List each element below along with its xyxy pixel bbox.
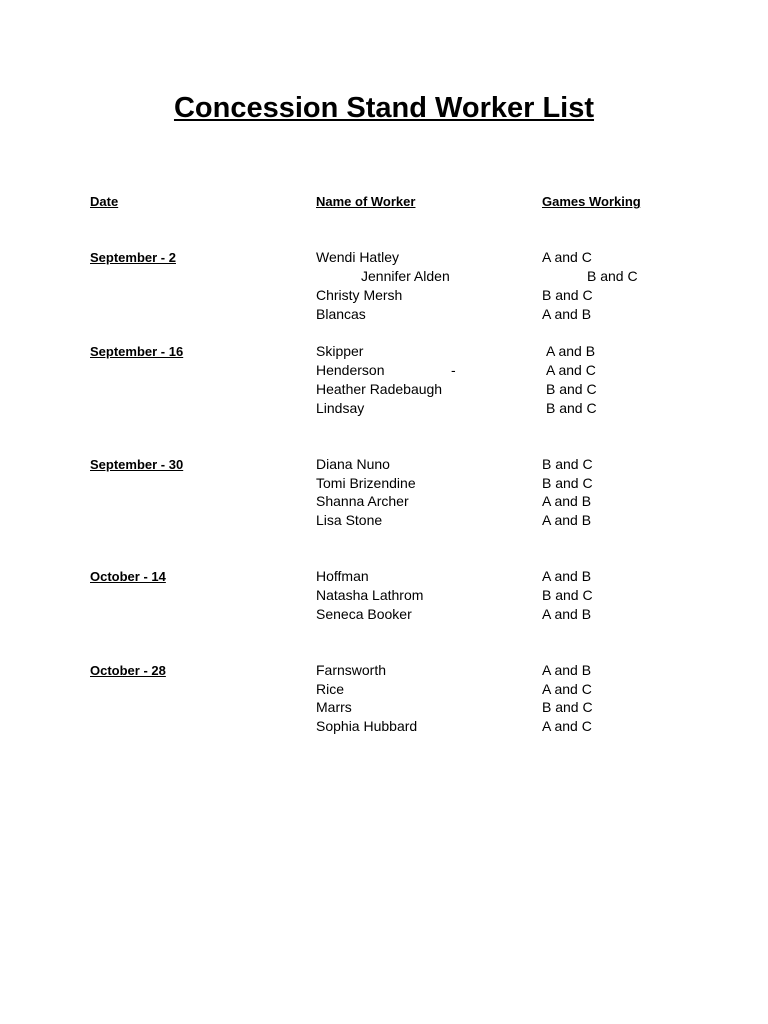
- games-working: B and C: [542, 587, 593, 603]
- games-working: B and C: [546, 381, 597, 397]
- header-games-working: Games Working: [542, 194, 641, 209]
- worker-name: Blancas: [316, 306, 366, 322]
- games-working: A and C: [542, 718, 592, 734]
- games-working: B and C: [546, 400, 597, 416]
- date-label: September - 30: [90, 457, 184, 472]
- date-label: September - 16: [90, 344, 184, 359]
- worker-name: Rice: [316, 681, 345, 697]
- worker-name: Skipper: [316, 343, 364, 359]
- games-working: B and C: [542, 456, 593, 472]
- games-working: A and B: [546, 343, 596, 359]
- games-working: A and B: [542, 512, 592, 528]
- worker-name: Marrs: [316, 699, 352, 715]
- games-working: B and C: [542, 475, 593, 491]
- games-working: A and B: [542, 306, 592, 322]
- games-working: A and B: [542, 568, 592, 584]
- worker-name: Hoffman: [316, 568, 369, 584]
- games-working: A and C: [542, 249, 592, 265]
- games-working: A and C: [546, 362, 596, 378]
- worker-name: Seneca Booker: [316, 606, 412, 622]
- games-working: A and C: [542, 681, 592, 697]
- header-date: Date: [90, 194, 119, 209]
- date-label: October - 28: [90, 663, 166, 678]
- games-working: A and B: [542, 606, 592, 622]
- games-working: B and C: [542, 287, 593, 303]
- date-label: October - 14: [90, 569, 166, 584]
- worker-name: Henderson: [316, 362, 385, 378]
- worker-name: Lisa Stone: [316, 512, 383, 528]
- worker-name: Sophia Hubbard: [316, 718, 418, 734]
- header-name-of-worker: Name of Worker: [316, 194, 416, 209]
- worker-name: Diana Nuno: [316, 456, 390, 472]
- worker-name: Tomi Brizendine: [316, 475, 416, 491]
- games-working: B and C: [587, 268, 638, 284]
- worker-name: Natasha Lathrom: [316, 587, 424, 603]
- games-working: A and B: [542, 662, 592, 678]
- dash-mark: -: [451, 362, 456, 378]
- games-working: A and B: [542, 493, 592, 509]
- page-title: Concession Stand Worker List: [173, 92, 595, 124]
- worker-name: Lindsay: [316, 400, 365, 416]
- worker-name: Christy Mersh: [316, 287, 403, 303]
- worker-name: Wendi Hatley: [316, 249, 400, 265]
- worker-name: Heather Radebaugh: [316, 381, 443, 397]
- worker-name: Jennifer Alden: [361, 268, 450, 284]
- worker-name: Shanna Archer: [316, 493, 409, 509]
- date-label: September - 2: [90, 250, 176, 265]
- worker-name: Farnsworth: [316, 662, 387, 678]
- games-working: B and C: [542, 699, 593, 715]
